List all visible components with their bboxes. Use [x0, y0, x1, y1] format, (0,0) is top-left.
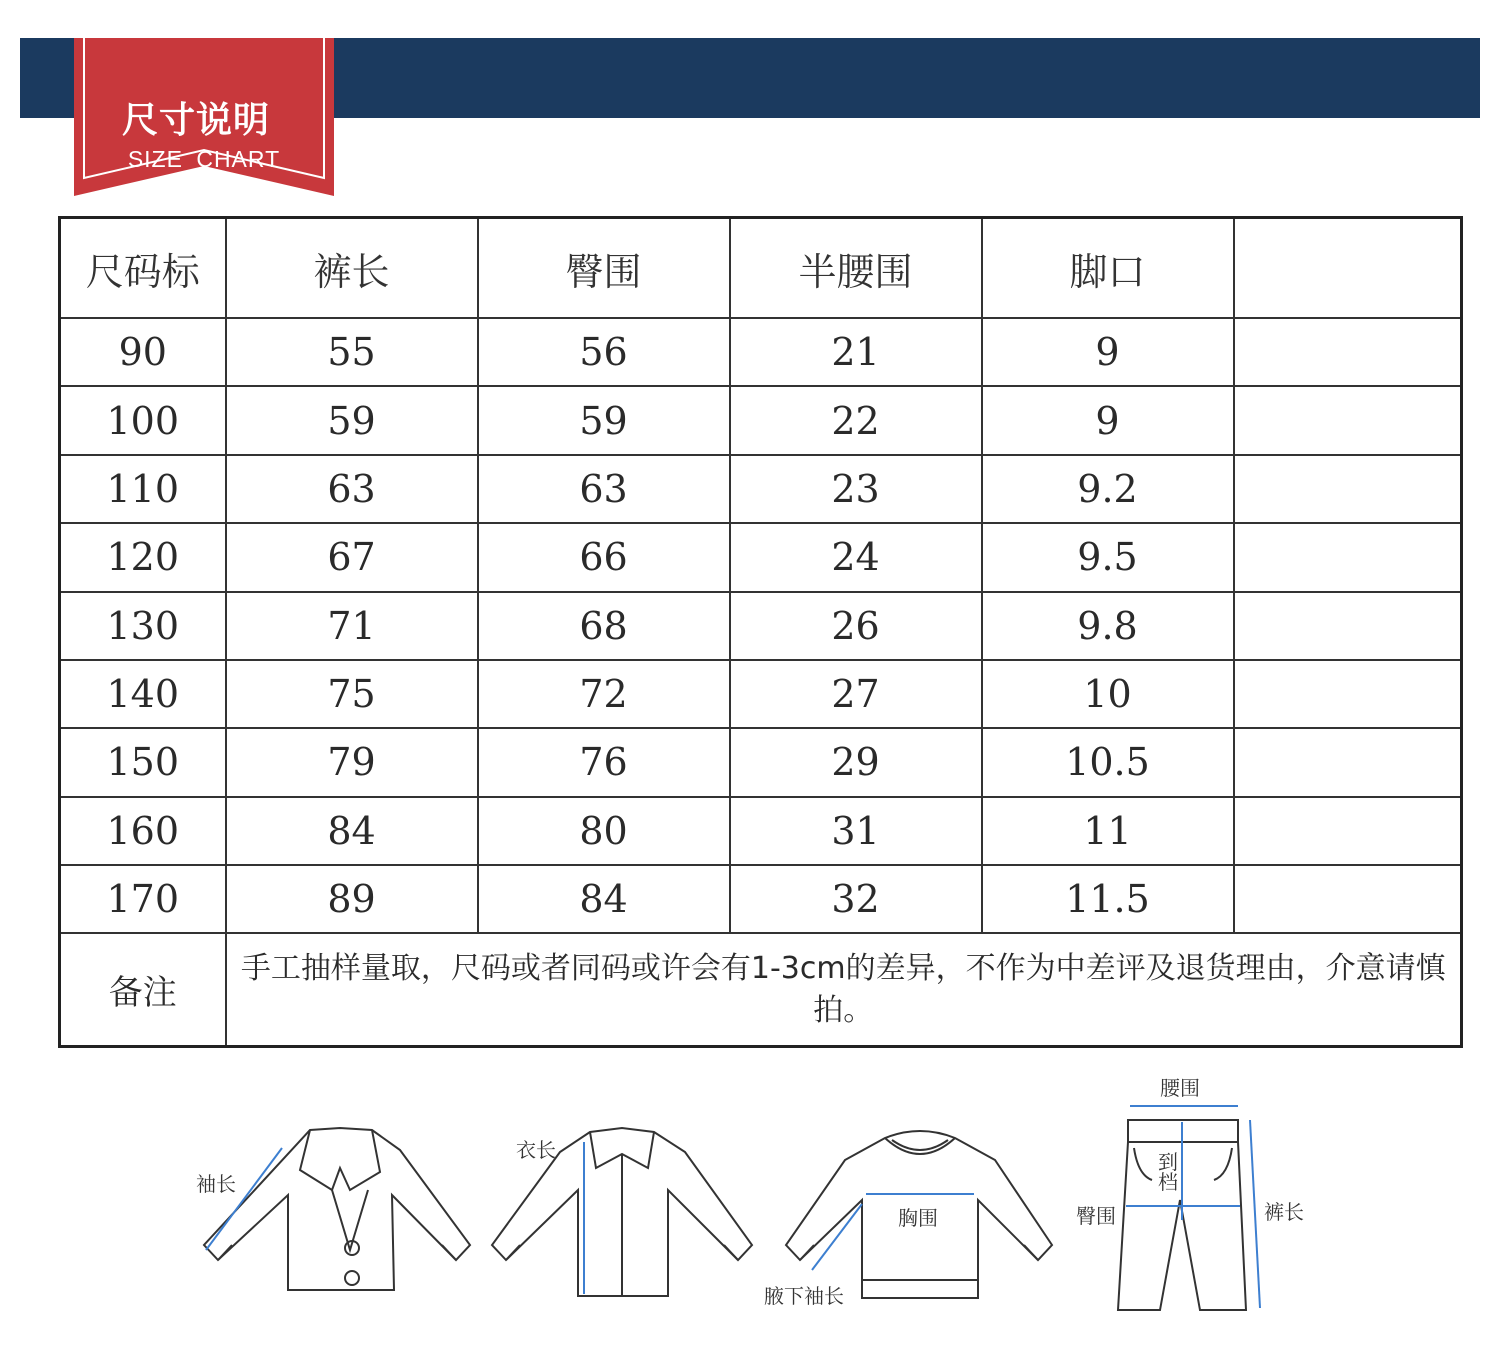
- jacket-icon: [204, 1128, 470, 1290]
- rise-label: 到档: [1158, 1150, 1178, 1194]
- cell-hip: 59: [478, 386, 730, 454]
- cell-half-waist: 31: [730, 797, 982, 865]
- column-header-hip: 臀围: [478, 218, 730, 319]
- waist-label: 腰围: [1160, 1076, 1200, 1100]
- table-header-row: [60, 218, 1462, 319]
- cell-size: 160: [60, 797, 226, 865]
- cell-blank: [1234, 865, 1462, 933]
- cell-blank: [1234, 523, 1462, 591]
- cell-hem: 10.5: [982, 728, 1234, 796]
- cell-blank: [1234, 797, 1462, 865]
- cell-hem: 9.5: [982, 523, 1234, 591]
- cell-pants-length: 89: [226, 865, 478, 933]
- cell-blank: [1234, 455, 1462, 523]
- hip-label: 臀围: [1076, 1204, 1116, 1228]
- cell-size: 110: [60, 455, 226, 523]
- cell-blank: [1234, 318, 1462, 386]
- size-table: [58, 216, 1463, 1048]
- cell-size: 170: [60, 865, 226, 933]
- column-header-half-waist: 半腰围: [730, 218, 982, 319]
- cell-hem: 11.5: [982, 865, 1234, 933]
- cell-hip: 80: [478, 797, 730, 865]
- table-row: [60, 318, 1462, 386]
- page-subtitle: SIZE CHART: [127, 146, 281, 172]
- page-title: 尺寸说明: [121, 100, 270, 141]
- cell-hip: 56: [478, 318, 730, 386]
- note-row: [60, 933, 1462, 1046]
- body-length-label: 衣长: [516, 1138, 556, 1162]
- cell-hem: 9: [982, 318, 1234, 386]
- table-row: [60, 865, 1462, 933]
- cell-blank: [1234, 660, 1462, 728]
- cell-half-waist: 27: [730, 660, 982, 728]
- cell-size: 90: [60, 318, 226, 386]
- cell-pants-length: 71: [226, 592, 478, 660]
- cell-pants-length: 59: [226, 386, 478, 454]
- table-row: [60, 797, 1462, 865]
- cell-blank: [1234, 386, 1462, 454]
- cell-half-waist: 22: [730, 386, 982, 454]
- pants-length-label: 裤长: [1264, 1200, 1304, 1224]
- cell-hip: 66: [478, 523, 730, 591]
- cell-hem: 9.2: [982, 455, 1234, 523]
- table-row: [60, 728, 1462, 796]
- underarm-sleeve-label: 腋下袖长: [764, 1284, 844, 1308]
- chest-label: 胸围: [898, 1206, 938, 1230]
- table-row: [60, 523, 1462, 591]
- cell-pants-length: 63: [226, 455, 478, 523]
- table-row: [60, 592, 1462, 660]
- cell-hem: 11: [982, 797, 1234, 865]
- cell-size: 130: [60, 592, 226, 660]
- sleeve-length-label: 袖长: [196, 1172, 236, 1196]
- cell-hip: 84: [478, 865, 730, 933]
- cell-pants-length: 55: [226, 318, 478, 386]
- cell-pants-length: 75: [226, 660, 478, 728]
- cell-half-waist: 23: [730, 455, 982, 523]
- cell-hem: 9.8: [982, 592, 1234, 660]
- column-header-hem: 脚口: [982, 218, 1234, 319]
- table-row: [60, 455, 1462, 523]
- cell-pants-length: 79: [226, 728, 478, 796]
- cell-hip: 63: [478, 455, 730, 523]
- size-chart-ribbon: [74, 38, 334, 198]
- cell-half-waist: 21: [730, 318, 982, 386]
- measurement-diagrams: [0, 1060, 1500, 1348]
- cell-half-waist: 24: [730, 523, 982, 591]
- column-header-blank: [1234, 218, 1462, 319]
- cell-size: 140: [60, 660, 226, 728]
- cell-size: 120: [60, 523, 226, 591]
- cell-half-waist: 26: [730, 592, 982, 660]
- cell-half-waist: 29: [730, 728, 982, 796]
- cell-hip: 72: [478, 660, 730, 728]
- cell-pants-length: 84: [226, 797, 478, 865]
- cell-size: 100: [60, 386, 226, 454]
- cell-hem: 10: [982, 660, 1234, 728]
- cell-hip: 68: [478, 592, 730, 660]
- table-row: [60, 660, 1462, 728]
- cell-hip: 76: [478, 728, 730, 796]
- note-label: 备注: [60, 933, 226, 1046]
- cell-size: 150: [60, 728, 226, 796]
- cell-blank: [1234, 728, 1462, 796]
- cell-pants-length: 67: [226, 523, 478, 591]
- cell-half-waist: 32: [730, 865, 982, 933]
- table-row: [60, 386, 1462, 454]
- column-header-size: 尺码标: [60, 218, 226, 319]
- cell-blank: [1234, 592, 1462, 660]
- note-text: 手工抽样量取，尺码或者同码或许会有1-3cm的差异，不作为中差评及退货理由，介意请慎拍。: [226, 933, 1462, 1046]
- cell-hem: 9: [982, 386, 1234, 454]
- column-header-pants-length: 裤长: [226, 218, 478, 319]
